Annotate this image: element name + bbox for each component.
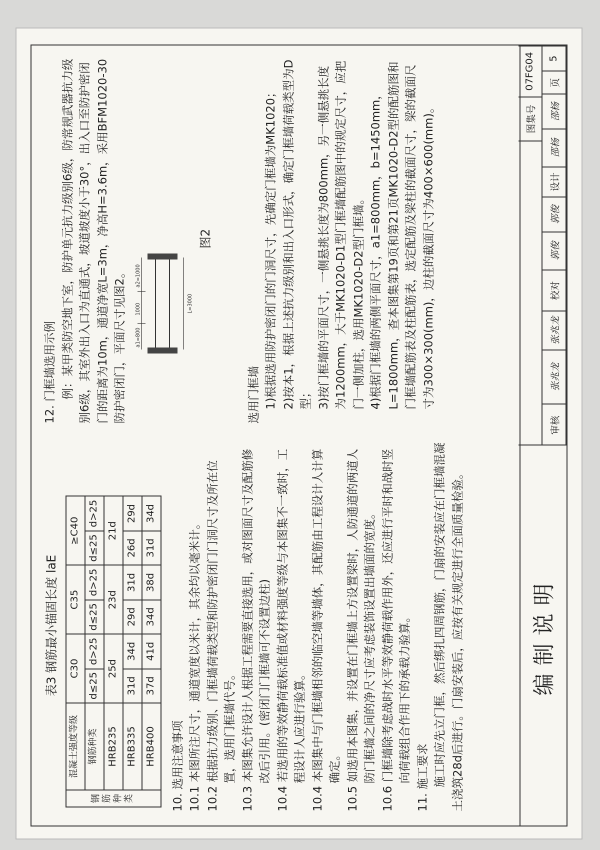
review-signature: 张兆龙 — [543, 311, 567, 349]
review-name: 张兆龙 — [543, 349, 567, 404]
example-text: 例：某甲类防空地下室，防护单元抗力级别6级，防常规武器抗力级别6级，其室外出入口为直通式，坡道坡度小于30°，出入口至防护密闭门的距离为10m，通道净宽L=3m，净高H=3.6m，采用BFM1020-30防护密闭门，平面尺寸见图2。 — [60, 58, 127, 424]
section-11-heading: 11. 施工要求 — [415, 743, 429, 812]
table-cell: 34d — [123, 634, 142, 668]
check-name: 郭俊 — [543, 231, 567, 269]
note-item: 10.4 若选用的等效静荷载标准值或材料强度等级与本图集不一致时，工程设计人应进行验算。 — [275, 448, 307, 812]
table-cell: 34d — [142, 600, 161, 634]
check-signature: 郭俊 — [543, 197, 567, 231]
note-item: 10.2 根据抗力级别、门框墙荷载类型和防护密闭门门洞尺寸及所在位置，选用门框墙代号。 — [205, 460, 237, 812]
sub-header: d≤25 — [85, 669, 104, 703]
table-cell: 29d — [123, 496, 142, 530]
table-cell: 26d — [123, 531, 142, 565]
table-cell: 41d — [142, 634, 161, 668]
design-name: 邵杨 — [543, 128, 567, 166]
drawing-sheet — [17, 29, 582, 839]
dim-door: 1000 — [135, 302, 141, 316]
page-title: 编制说明 — [519, 445, 567, 826]
table-cell: 38d — [142, 565, 161, 599]
anchorage-table — [65, 496, 161, 808]
table-cell: 25d — [104, 634, 123, 703]
figure-2 — [133, 56, 243, 424]
section-12-heading: 12. 门框墙选用示例 — [42, 321, 57, 424]
step-item: 2)按本1，根据上述抗力级别和出入口形式，确定门框墙荷载类型为D型； — [281, 59, 313, 410]
review-label: 审核 — [543, 404, 567, 446]
table-cell: 31d — [123, 565, 142, 599]
figure-caption: 图2 — [198, 228, 212, 249]
sub-header: d>25 — [85, 496, 104, 530]
atlas-label: 图集号 — [519, 96, 543, 141]
dim-a1: a1=800 — [135, 327, 141, 348]
table-cell: 21d — [104, 496, 123, 565]
table-cell: 23d — [104, 565, 123, 634]
steel-type: HRB400 — [142, 703, 161, 790]
drawing-frame — [31, 45, 521, 827]
title-block-row-bottom — [543, 46, 567, 446]
row-header-concrete: 混凝土强度等级 — [66, 703, 85, 790]
table-cell: 29d — [123, 600, 142, 634]
table-title: 表3 钢筋最小锚固长度 laE — [44, 554, 59, 697]
design-label: 设计 — [543, 166, 567, 197]
steps-heading: 选用门框墙 — [246, 366, 260, 424]
table-row — [123, 496, 142, 807]
sub-header: d>25 — [85, 634, 104, 668]
table-cell: 31d — [123, 669, 142, 703]
steel-type: HRB335 — [123, 703, 142, 790]
note-item: 10.6 门框墙除考虑战时水平等效静荷载作用外，还应进行平时和战时竖向荷载组合作用下的承载力验算。 — [380, 448, 412, 812]
row-header-steel: 钢筋种类 — [85, 703, 104, 790]
section-11-text: 施工时应先立门框，然后绑扎四周钢筋，门扇的安装应在门框墙混凝土浇筑28d后进行。门扇安装后，应按有关规定进行全面质量检验。 — [432, 442, 464, 812]
dim-L: L=3000 — [187, 293, 193, 314]
table-row — [142, 496, 161, 807]
sub-header: d≤25 — [85, 600, 104, 634]
table-cell: 31d — [142, 531, 161, 565]
steel-group-label: 钢筋种类 — [66, 790, 161, 807]
step-item: 3)按门框墙的平面尺寸，一侧悬挑长度为800mm，另一侧悬挑长度为1200mm，大于MK1020-D1型门框墙配筋图中的规定尺寸，应把门一侧加柱，选用MK1020-D2型门框墙。 — [316, 60, 365, 410]
table-cell: 34d — [142, 496, 161, 530]
grade-c40: ≥C40 — [66, 496, 85, 565]
steel-type: HRB235 — [104, 703, 123, 790]
page-label: 页 — [543, 71, 567, 94]
table-row — [104, 496, 123, 807]
sub-header: d≤25 — [85, 531, 104, 565]
check-label: 校对 — [543, 269, 567, 311]
note-item: 10.5 如选用本图集，并设置在门框墙上方设置梁时，人防通道的两道人防门框墙之间的净尺寸应考虑装饰设置出墙面的宽度。 — [345, 448, 377, 812]
note-item: 10.4 本图集中与门框墙相邻的临空墙等墙体，其配筋由工程设计人计算确定。 — [310, 448, 342, 812]
sub-header: d>25 — [85, 565, 104, 599]
note-item: 10.3 本图集允许设计人根据工程需要直接选用，或对图面尺寸及配筋修改后引用。(密闭门门框墙可不设置边柱) — [240, 448, 272, 812]
atlas-number: 07FG04 — [519, 46, 543, 97]
right-column — [42, 56, 438, 424]
wall-plan-diagram — [133, 254, 203, 354]
step-item: 1)根据选用防护密闭门的门洞尺寸，先确定门框墙为MK1020； — [263, 86, 278, 410]
section-10-heading: 10. 选用注意事项 — [170, 720, 184, 812]
grade-c35: C35 — [66, 565, 85, 634]
note-item: 10.1 本图所注尺寸，通道宽度以米计，其余均以毫米计。 — [187, 517, 202, 812]
title-block-row-top — [519, 46, 543, 446]
left-column — [42, 440, 467, 812]
step-item: 4)根据门框墙的两侧平面尺寸，a1=800mm，b=1450mm，L=1800mm，查本图集第19页和第21页MK1020-D2型的配筋图和门框墙配筋表及柱配筋表，选定配筋及梁柱的截面尺寸，梁的截面尺寸为300×300(mm)，边柱的截面尺寸为400×600(mm)。 — [368, 61, 435, 410]
design-signature: 邵杨 — [543, 94, 567, 128]
grade-c30: C30 — [66, 634, 85, 703]
table-cell: 37d — [142, 669, 161, 703]
page-number: 5 — [543, 46, 567, 71]
dim-a2: a2=1000 — [135, 264, 141, 288]
title-block — [519, 45, 568, 827]
